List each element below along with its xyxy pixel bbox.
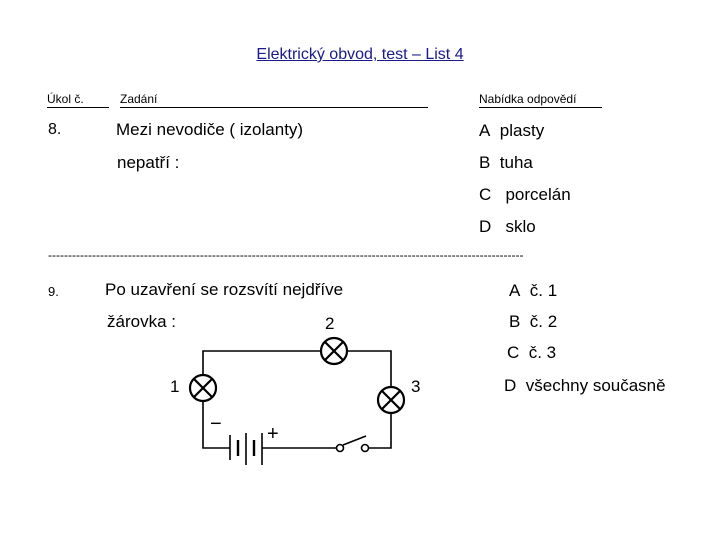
q9-number: 9. <box>48 284 59 299</box>
q9-option-text: č. 3 <box>528 343 557 362</box>
battery-minus-label: − <box>210 413 222 435</box>
q8-option-letter: C <box>479 185 492 204</box>
switch-symbol <box>337 436 369 452</box>
bulb-1-label: 1 <box>170 377 180 396</box>
q9-option-text: č. 1 <box>529 281 558 300</box>
bulb-1-symbol <box>190 375 216 401</box>
q8-number: 8. <box>48 121 62 138</box>
bulb-3-label: 3 <box>411 377 421 396</box>
q8-option-text: plasty <box>499 121 545 140</box>
wire-top <box>203 351 391 387</box>
bulb-2-label: 2 <box>325 314 335 333</box>
q8-option-letter: A <box>479 121 491 140</box>
wire-right <box>368 413 391 448</box>
bulb-2-symbol <box>321 338 347 364</box>
battery-symbol <box>230 433 262 465</box>
q8-option-letter: D <box>479 217 492 236</box>
header-answers: Nabídka odpovědí <box>479 92 577 106</box>
bulb-3-symbol <box>378 387 404 413</box>
header-task-no: Úkol č. <box>47 92 84 106</box>
q9-option-letter: B <box>509 312 521 331</box>
q8-option-text: sklo <box>505 217 536 236</box>
q8-option-letter: B <box>479 153 491 172</box>
q8-option-text: tuha <box>499 153 533 172</box>
q9-text-line2: žárovka : <box>107 312 176 331</box>
q9-option-letter: A <box>509 281 521 300</box>
q9-option-letter: D <box>504 376 517 395</box>
header-assignment: Zadání <box>120 92 158 106</box>
q9-option-text: všechny současně <box>525 376 666 395</box>
q8-option-text: porcelán <box>505 185 571 204</box>
section-separator: ----------------------------------------------------------------------------------------------------------------------- <box>48 248 524 262</box>
q9-option-text: č. 2 <box>529 312 558 331</box>
q8-text-line1: Mezi nevodiče ( izolanty) <box>116 120 304 139</box>
battery-plus-label: + <box>267 423 279 445</box>
page-title: Elektrický obvod, test – List 4 <box>256 46 464 63</box>
q9-option-letter: C <box>507 343 520 362</box>
q9-text-line1: Po uzavření se rozsvítí nejdříve <box>105 280 344 299</box>
q8-text-line2: nepatří : <box>117 153 180 172</box>
